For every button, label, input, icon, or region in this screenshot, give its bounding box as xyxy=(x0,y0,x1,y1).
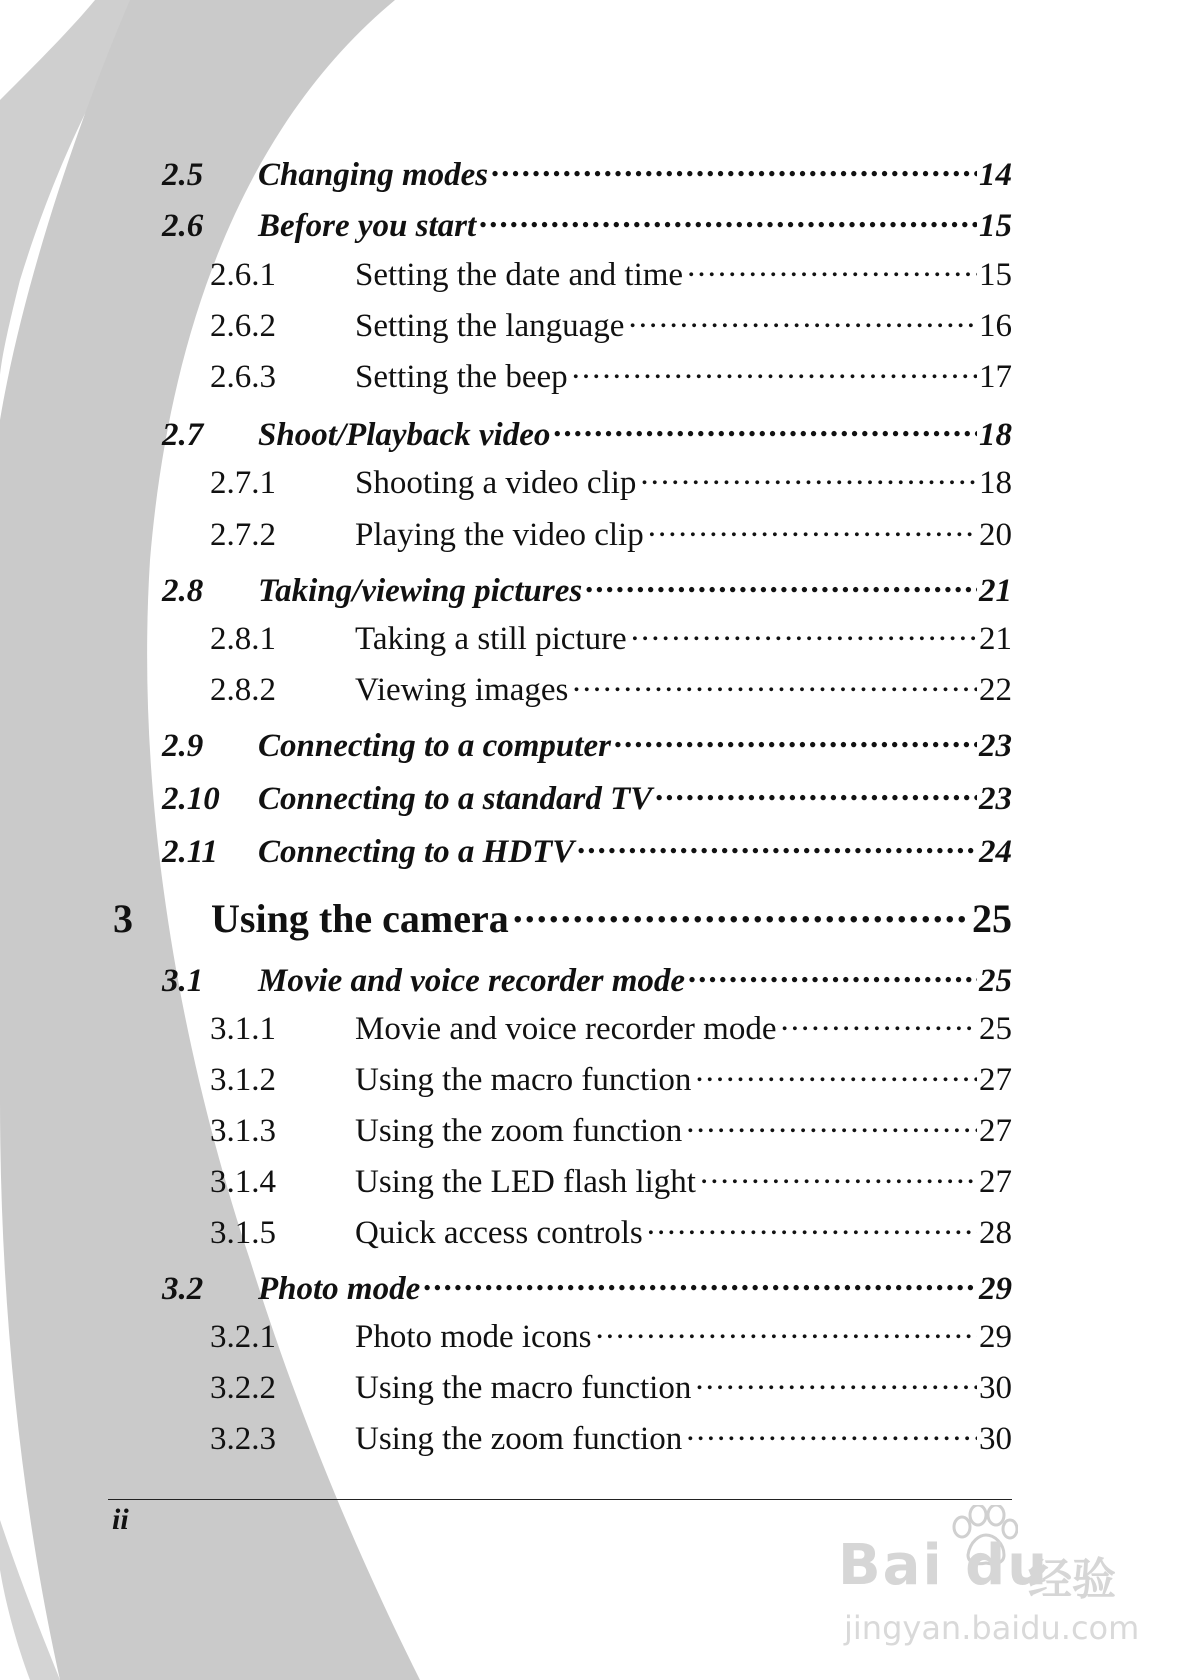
toc-entry-title: Setting the language xyxy=(355,308,625,344)
toc-entry-page: 22 xyxy=(979,672,1012,708)
toc-entry-page: 15 xyxy=(979,208,1012,244)
toc-entry-3-1-3[interactable] xyxy=(210,1108,1012,1150)
dot-leader xyxy=(647,1210,977,1243)
toc-entry-number: 2.6.1 xyxy=(210,257,276,293)
dot-leader xyxy=(572,667,977,700)
toc-entry-number: 3.1.4 xyxy=(210,1164,276,1200)
toc-entry-page: 24 xyxy=(979,834,1012,870)
toc-entry-page: 18 xyxy=(979,417,1012,453)
toc-entry-page: 20 xyxy=(979,517,1012,553)
toc-entry-page: 16 xyxy=(979,308,1012,344)
toc-entry-title: Shooting a video clip xyxy=(355,465,637,501)
toc-entry-title: Connecting to a HDTV xyxy=(258,834,575,870)
dot-leader xyxy=(648,512,977,545)
footer-page-number: ii xyxy=(112,1503,129,1536)
dot-leader xyxy=(656,776,977,809)
toc-entry-page: 25 xyxy=(979,963,1012,999)
toc-entry-3-1-2[interactable] xyxy=(210,1057,1012,1099)
toc-entry-title: Setting the beep xyxy=(355,359,568,395)
toc-entry-number: 2.10 xyxy=(162,781,220,817)
dot-leader xyxy=(572,354,977,387)
toc-entry-title: Using the zoom function xyxy=(355,1421,683,1457)
toc-entry-2-8-1[interactable] xyxy=(210,616,1012,658)
toc-entry-number: 2.6 xyxy=(162,208,204,244)
toc-entry-title: Photo mode icons xyxy=(355,1319,592,1355)
toc-entry-title: Taking/viewing pictures xyxy=(258,573,583,609)
dot-leader xyxy=(631,616,977,649)
toc-entry-2-8-2[interactable] xyxy=(210,667,1012,709)
toc-entry-number: 2.9 xyxy=(162,728,204,764)
baidu-watermark xyxy=(838,1505,1168,1665)
toc-entry-title: Quick access controls xyxy=(355,1215,643,1251)
toc-entry-2-5[interactable] xyxy=(162,152,1012,194)
toc-entry-page: 21 xyxy=(979,621,1012,657)
toc-entry-number: 2.11 xyxy=(162,834,218,870)
toc-entry-number: 3 xyxy=(113,896,133,941)
toc-entry-number: 3.1.3 xyxy=(210,1113,276,1149)
toc-entry-number: 3.2 xyxy=(162,1271,204,1307)
toc-entry-number: 2.7 xyxy=(162,417,204,453)
dot-leader xyxy=(586,568,977,601)
dot-leader xyxy=(695,1365,977,1398)
toc-entry-page: 21 xyxy=(979,573,1012,609)
toc-entry-page: 25 xyxy=(979,1011,1012,1047)
toc-entry-title: Taking a still picture xyxy=(355,621,627,657)
dot-leader xyxy=(492,152,977,185)
toc-entry-number: 2.6.2 xyxy=(210,308,276,344)
watermark-url: jingyan.baidu.com xyxy=(844,1609,1140,1647)
toc-entry-3-1-1[interactable] xyxy=(210,1006,1012,1048)
toc-entry-number: 2.7.1 xyxy=(210,465,276,501)
toc-entry-page: 30 xyxy=(979,1370,1012,1406)
toc-entry-title: Connecting to a standard TV xyxy=(258,781,653,817)
dot-leader xyxy=(781,1006,978,1039)
toc-entry-page: 23 xyxy=(979,728,1012,764)
toc-entry-page: 15 xyxy=(979,257,1012,293)
toc-entry-page: 17 xyxy=(979,359,1012,395)
dot-leader xyxy=(686,1416,977,1449)
toc-entry-3-1-4[interactable] xyxy=(210,1159,1012,1201)
toc-entry-page: 29 xyxy=(979,1319,1012,1355)
dot-leader xyxy=(687,252,977,285)
toc-entry-title: Connecting to a computer xyxy=(258,728,611,764)
footer-divider xyxy=(108,1499,1012,1500)
dot-leader xyxy=(596,1314,978,1347)
watermark-brand: Bai du xyxy=(838,1533,1050,1598)
toc-entry-title: Changing modes xyxy=(258,157,489,193)
toc-entry-number: 3.2.1 xyxy=(210,1319,276,1355)
toc-entry-title: Movie and voice recorder mode xyxy=(355,1011,777,1047)
dot-leader xyxy=(689,958,977,991)
dot-leader xyxy=(700,1159,977,1192)
dot-leader xyxy=(628,303,977,336)
toc-entry-page: 30 xyxy=(979,1421,1012,1457)
toc-entry-2-10[interactable] xyxy=(162,776,1012,818)
toc-chapter-3[interactable] xyxy=(113,892,1012,942)
dot-leader xyxy=(686,1108,977,1141)
toc-entry-number: 3.1.5 xyxy=(210,1215,276,1251)
toc-entry-page: 27 xyxy=(979,1113,1012,1149)
toc-entry-title: Before you start xyxy=(258,208,477,244)
toc-entry-page: 25 xyxy=(972,896,1012,941)
toc-entry-number: 3.2.2 xyxy=(210,1370,276,1406)
toc-entry-2-7-1[interactable] xyxy=(210,460,1012,502)
toc-entry-2-6[interactable] xyxy=(162,203,1012,245)
toc-entry-title: Setting the date and time xyxy=(355,257,684,293)
toc-entry-3-2-3[interactable] xyxy=(210,1416,1012,1458)
dot-leader xyxy=(578,829,977,862)
toc-entry-title: Using the LED flash light xyxy=(355,1164,696,1200)
toc-entry-number: 3.1.2 xyxy=(210,1062,276,1098)
toc-entry-number: 2.8.1 xyxy=(210,621,276,657)
toc-entry-title: Photo mode xyxy=(258,1271,421,1307)
toc-entry-number: 2.8 xyxy=(162,573,204,609)
toc-entry-title: Using the camera xyxy=(211,896,509,941)
toc-entry-2-7[interactable] xyxy=(162,412,1012,454)
toc-entry-page: 27 xyxy=(979,1062,1012,1098)
toc-entry-2-6-2[interactable] xyxy=(210,303,1012,345)
toc-entry-2-6-3[interactable] xyxy=(210,354,1012,396)
toc-entry-title: Using the macro function xyxy=(355,1370,692,1406)
toc-entry-title: Using the macro function xyxy=(355,1062,692,1098)
dot-leader xyxy=(695,1057,977,1090)
toc-entry-page: 29 xyxy=(979,1271,1012,1307)
dot-leader xyxy=(615,723,977,756)
toc-entry-3-2[interactable] xyxy=(162,1266,1012,1308)
toc-entry-3-2-1[interactable] xyxy=(210,1314,1012,1356)
toc-entry-2-7-2[interactable] xyxy=(210,512,1012,554)
dot-leader xyxy=(480,203,977,236)
toc-entry-2-8[interactable] xyxy=(162,568,1012,610)
toc-entry-number: 2.6.3 xyxy=(210,359,276,395)
toc-entry-number: 3.2.3 xyxy=(210,1421,276,1457)
dot-leader xyxy=(554,412,977,445)
dot-leader xyxy=(513,892,970,932)
toc-entry-number: 2.8.2 xyxy=(210,672,276,708)
toc-entry-2-9[interactable] xyxy=(162,723,1012,765)
toc-entry-page: 27 xyxy=(979,1164,1012,1200)
toc-entry-number: 3.1 xyxy=(162,963,204,999)
toc-entry-number: 2.7.2 xyxy=(210,517,276,553)
toc-entry-page: 23 xyxy=(979,781,1012,817)
toc-entry-3-1[interactable] xyxy=(162,958,1012,1000)
toc-entry-title: Playing the video clip xyxy=(355,517,644,553)
toc-entry-3-2-2[interactable] xyxy=(210,1365,1012,1407)
toc-entry-page: 28 xyxy=(979,1215,1012,1251)
dot-leader xyxy=(640,460,977,493)
toc-entry-title: Viewing images xyxy=(355,672,569,708)
toc-entry-title: Movie and voice recorder mode xyxy=(258,963,686,999)
toc-entry-3-1-5[interactable] xyxy=(210,1210,1012,1252)
toc-entry-number: 3.1.1 xyxy=(210,1011,276,1047)
watermark-chinese: 经验 xyxy=(1028,1554,1116,1605)
toc-entry-2-11[interactable] xyxy=(162,829,1012,871)
toc-entry-page: 14 xyxy=(979,157,1012,193)
dot-leader xyxy=(424,1266,977,1299)
toc-entry-title: Shoot/Playback video xyxy=(258,417,551,453)
toc-entry-title: Using the zoom function xyxy=(355,1113,683,1149)
toc-entry-2-6-1[interactable] xyxy=(210,252,1012,294)
toc-entry-page: 18 xyxy=(979,465,1012,501)
toc-entry-number: 2.5 xyxy=(162,157,204,193)
